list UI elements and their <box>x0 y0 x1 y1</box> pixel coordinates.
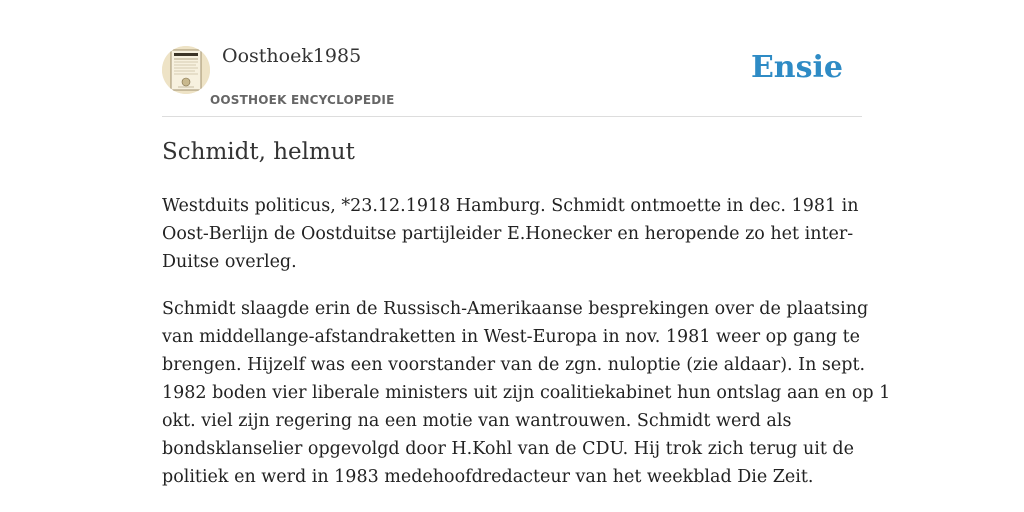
author-name[interactable]: Oosthoek1985 <box>222 45 362 67</box>
paragraph-line: Schmidt slaagde erin de Russisch-Amerikaanse besprekingen over de plaatsing <box>162 299 869 319</box>
header <box>162 44 862 117</box>
brand-logo[interactable]: Ensie <box>750 50 843 85</box>
paragraph-line: 1982 boden vier liberale ministers uit zijn coalitiekabinet hun ontslag aan en op 1 <box>162 383 891 403</box>
paragraph-line: Duitse overleg. <box>162 252 297 272</box>
paragraph-line: brengen. Hijzelf was een voorstander van de zgn. nuloptie (zie aldaar). In sept. <box>162 355 866 375</box>
paragraph-line: politiek en werd in 1983 medehoofdredacteur van het weekblad Die Zeit. <box>162 467 814 487</box>
encyclopedia-cover-icon <box>162 46 210 94</box>
source-label: OOSTHOEK ENCYCLOPEDIE <box>210 93 395 107</box>
article-title: Schmidt, helmut <box>162 139 355 165</box>
paragraph-line: Oost-Berlijn de Oostduitse partijleider E.Honecker en heropende zo het inter- <box>162 224 854 244</box>
paragraph <box>162 192 867 276</box>
paragraph-line: bondsklanselier opgevolgd door H.Kohl van de CDU. Hij trok zich terug uit de <box>162 439 854 459</box>
paragraph-line: Westduits politicus, *23.12.1918 Hamburg. Schmidt ontmoette in dec. 1981 in <box>162 196 859 216</box>
paragraph-line: van middellange-afstandraketten in West-Europa in nov. 1981 weer op gang te <box>162 327 860 347</box>
article-body <box>162 192 891 510</box>
paragraph-line: okt. viel zijn regering na een motie van wantrouwen. Schmidt werd als <box>162 411 792 431</box>
paragraph <box>162 295 891 491</box>
author-avatar[interactable] <box>162 46 210 94</box>
